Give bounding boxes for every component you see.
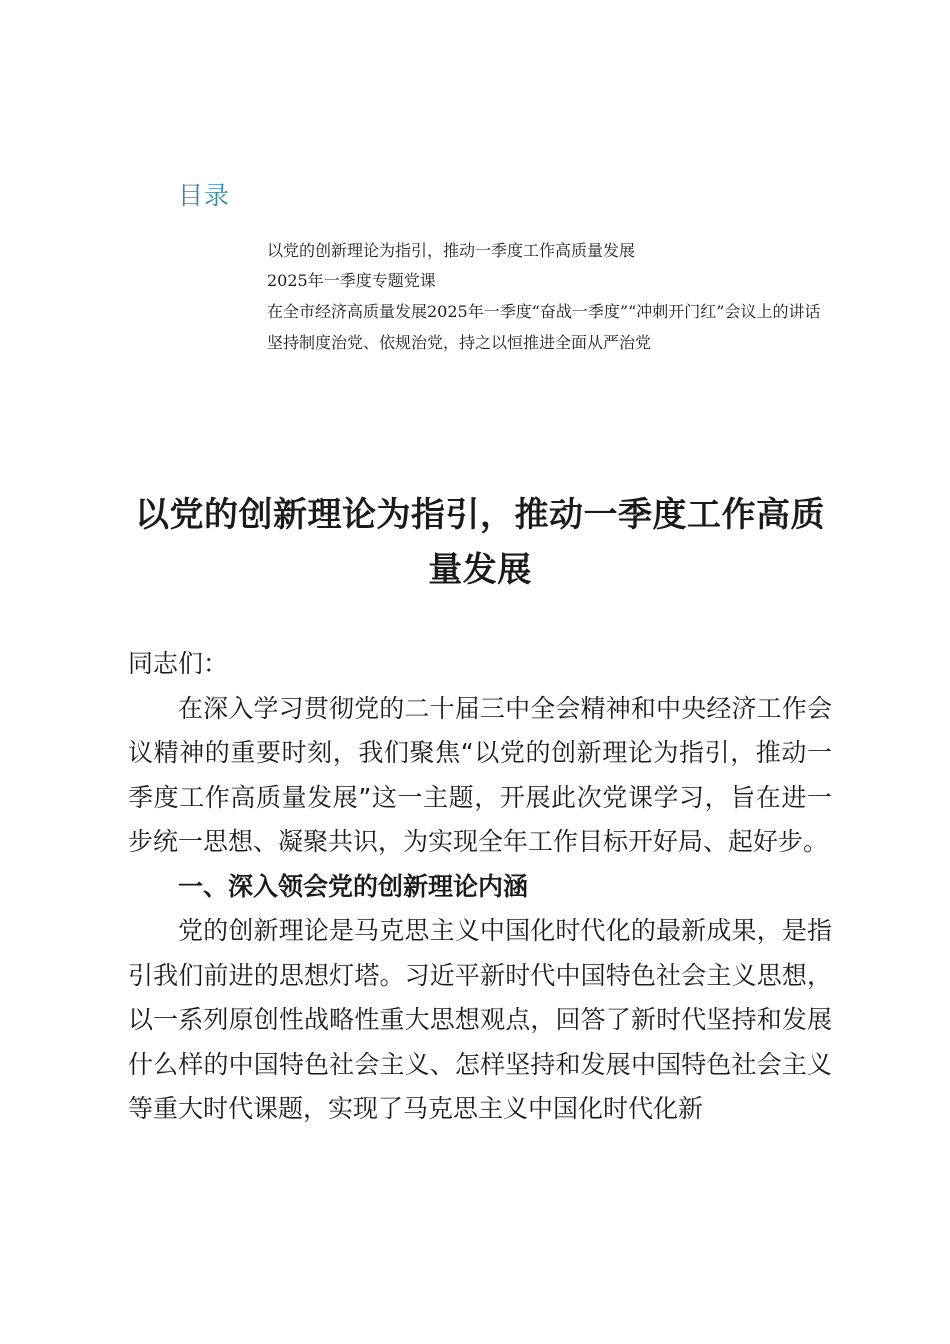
article-body: [128, 642, 832, 1132]
section-heading: 一、深入领会党的创新理论内涵: [178, 871, 529, 901]
toc-item[interactable]: 坚持制度治党、依规治党，持之以恒推进全面从严治党: [267, 333, 652, 352]
salutation: 同志们：: [128, 649, 229, 678]
toc-list: [128, 236, 832, 358]
intro-paragraph: 在深入学习贯彻党的二十届三中全会精神和中央经济工作会议精神的重要时刻，我们聚焦“以党的创新理论为指引，推动一季度工作高质量发展”这一主题，开展此次党课学习，旨在进一步统一思想、凝聚共识，为实现全年工作目标开好局、起好步。: [128, 693, 832, 856]
toc-item[interactable]: 在全市经济高质量发展2025年一季度“奋战一季度”“冲刺开门红”会议上的讲话: [267, 302, 821, 321]
article-title: 以党的创新理论为指引，推动一季度工作高质量发展: [135, 495, 825, 590]
toc-item[interactable]: 2025年一季度专题党课: [267, 271, 436, 290]
section-paragraph: 党的创新理论是马克思主义中国化时代化的最新成果，是指引我们前进的思想灯塔。习近平新时代中国特色社会主义思想，以一系列原创性战略性重大思想观点，回答了新时代坚持和发展什么样的中国特色社会主义、怎样坚持和发展中国特色社会主义等重大时代课题，实现了马克思主义中国化时代化新: [128, 916, 832, 1123]
toc-heading: 目录: [178, 181, 231, 210]
toc-item[interactable]: 以党的创新理论为指引，推动一季度工作高质量发展: [267, 241, 636, 260]
